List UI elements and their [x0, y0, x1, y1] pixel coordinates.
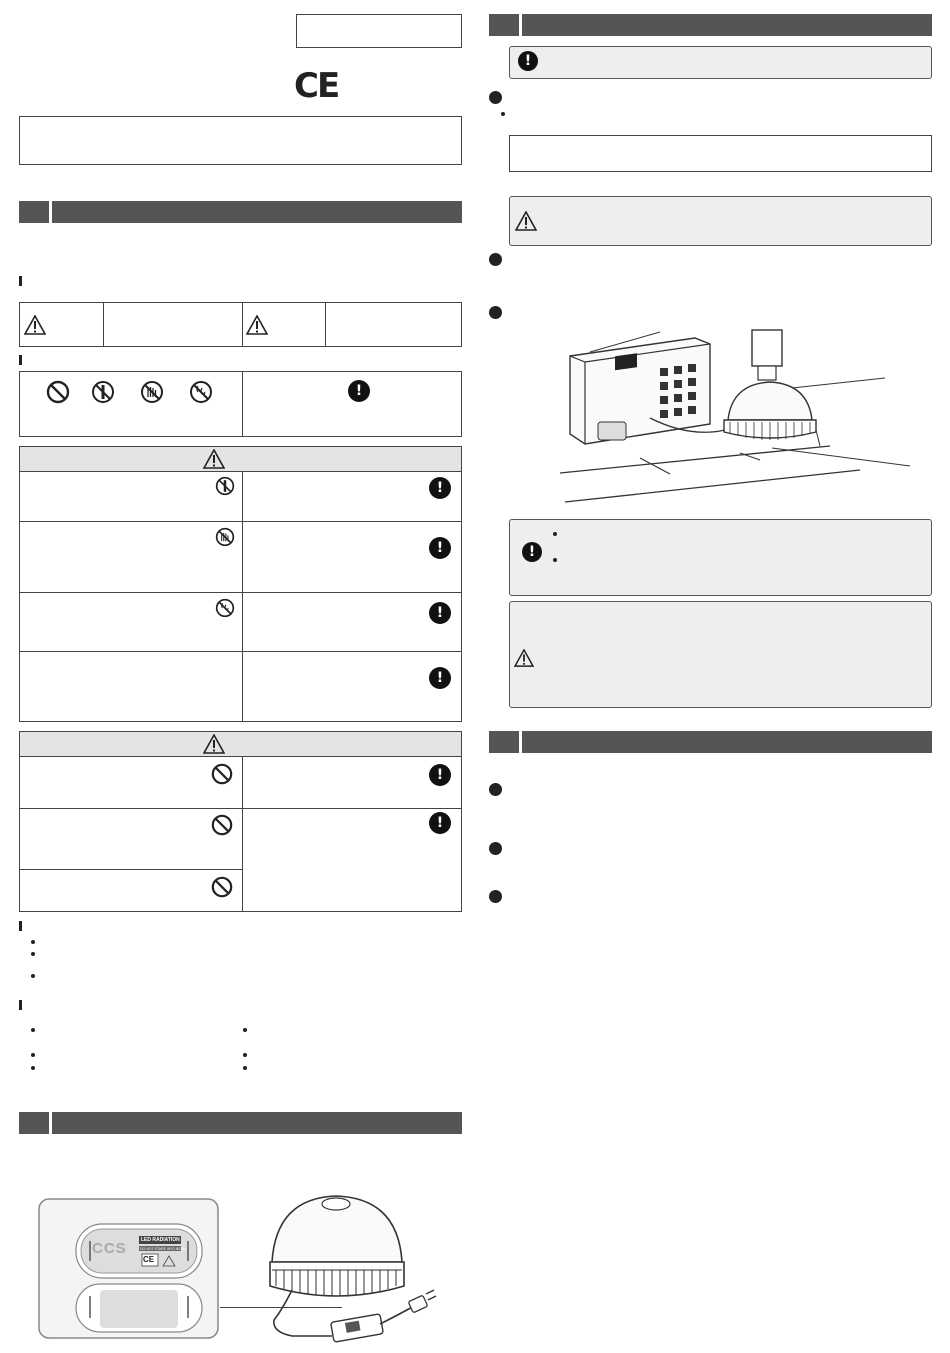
list-bullet — [31, 952, 35, 956]
no-wet-hands-icon — [215, 527, 235, 547]
mandatory-exclamation-icon: ! — [429, 764, 451, 786]
symbol-legend-table — [19, 371, 462, 437]
mandatory-exclamation-icon: ! — [518, 51, 538, 71]
list-bullet — [243, 1066, 247, 1070]
section-number-4 — [489, 731, 522, 753]
mandatory-exclamation-icon: ! — [429, 602, 451, 624]
warning-table-header — [20, 447, 461, 472]
prohibition-icon — [211, 814, 233, 836]
step-bullet — [489, 91, 502, 104]
caution-table-header — [20, 732, 461, 757]
list-bullet — [243, 1053, 247, 1057]
mandatory-exclamation-icon: ! — [429, 812, 451, 834]
no-disassemble-icon — [91, 380, 115, 404]
warning-triangle-icon — [24, 315, 46, 335]
no-disassemble-icon — [215, 476, 235, 496]
intro-notice-box — [19, 116, 462, 165]
mandatory-exclamation-icon: ! — [348, 380, 370, 402]
model-number-box — [296, 14, 462, 48]
label-caution-text: DO NOT STARE INTO BEAM — [140, 1247, 187, 1251]
step-bullet — [489, 306, 502, 319]
caution-triangle-icon — [515, 211, 537, 231]
section-bar-2 — [19, 1112, 462, 1134]
subheading-marker — [19, 355, 22, 365]
setup-illustration — [560, 318, 915, 508]
mandatory-notes-box — [509, 519, 932, 596]
caution-note-box — [509, 196, 932, 246]
list-bullet — [501, 112, 505, 116]
mandatory-exclamation-icon: ! — [429, 537, 451, 559]
label-ce-mark: CE — [143, 1255, 155, 1264]
mandatory-exclamation-icon: ! — [429, 667, 451, 689]
prohibition-icon — [46, 380, 70, 404]
section-number-2 — [19, 1112, 52, 1134]
ce-mark: CE — [294, 66, 339, 106]
no-water-icon — [189, 380, 213, 404]
section-bar-1 — [19, 201, 462, 223]
warning-table — [19, 446, 462, 722]
mandatory-note-box — [509, 46, 932, 79]
step-bullet — [489, 253, 502, 266]
no-water-icon — [215, 598, 235, 618]
mandatory-exclamation-icon: ! — [429, 477, 451, 499]
prohibition-icon — [211, 876, 233, 898]
step-bullet — [489, 842, 502, 855]
label-brand: CCS — [92, 1240, 127, 1257]
hazard-legend-table — [19, 302, 462, 347]
info-box — [509, 135, 932, 172]
caution-triangle-icon — [203, 734, 225, 754]
section-bar-3 — [489, 14, 932, 36]
caution-notes-box — [509, 601, 932, 708]
section-number-3 — [489, 14, 522, 36]
subheading-marker — [19, 1000, 22, 1010]
warning-triangle-icon — [203, 449, 225, 469]
step-bullet — [489, 783, 502, 796]
caution-table — [19, 731, 462, 912]
mandatory-exclamation-icon: ! — [522, 542, 542, 562]
subheading-marker — [19, 921, 22, 931]
list-bullet — [31, 1053, 35, 1057]
list-bullet — [31, 1028, 35, 1032]
product-label-illustration — [38, 1198, 220, 1340]
list-bullet — [553, 558, 557, 562]
subheading-marker — [19, 276, 22, 286]
list-bullet — [243, 1028, 247, 1032]
no-wet-hands-icon — [140, 380, 164, 404]
caution-triangle-icon — [514, 649, 534, 667]
prohibition-icon — [211, 763, 233, 785]
list-bullet — [553, 532, 557, 536]
step-bullet — [489, 890, 502, 903]
list-bullet — [31, 1066, 35, 1070]
list-bullet — [31, 940, 35, 944]
label-radiation-text: LED RADIATION — [141, 1237, 180, 1243]
caution-triangle-icon — [246, 315, 268, 335]
list-bullet — [31, 974, 35, 978]
section-number-1 — [19, 201, 52, 223]
dome-light-illustration — [262, 1190, 442, 1350]
section-bar-4 — [489, 731, 932, 753]
